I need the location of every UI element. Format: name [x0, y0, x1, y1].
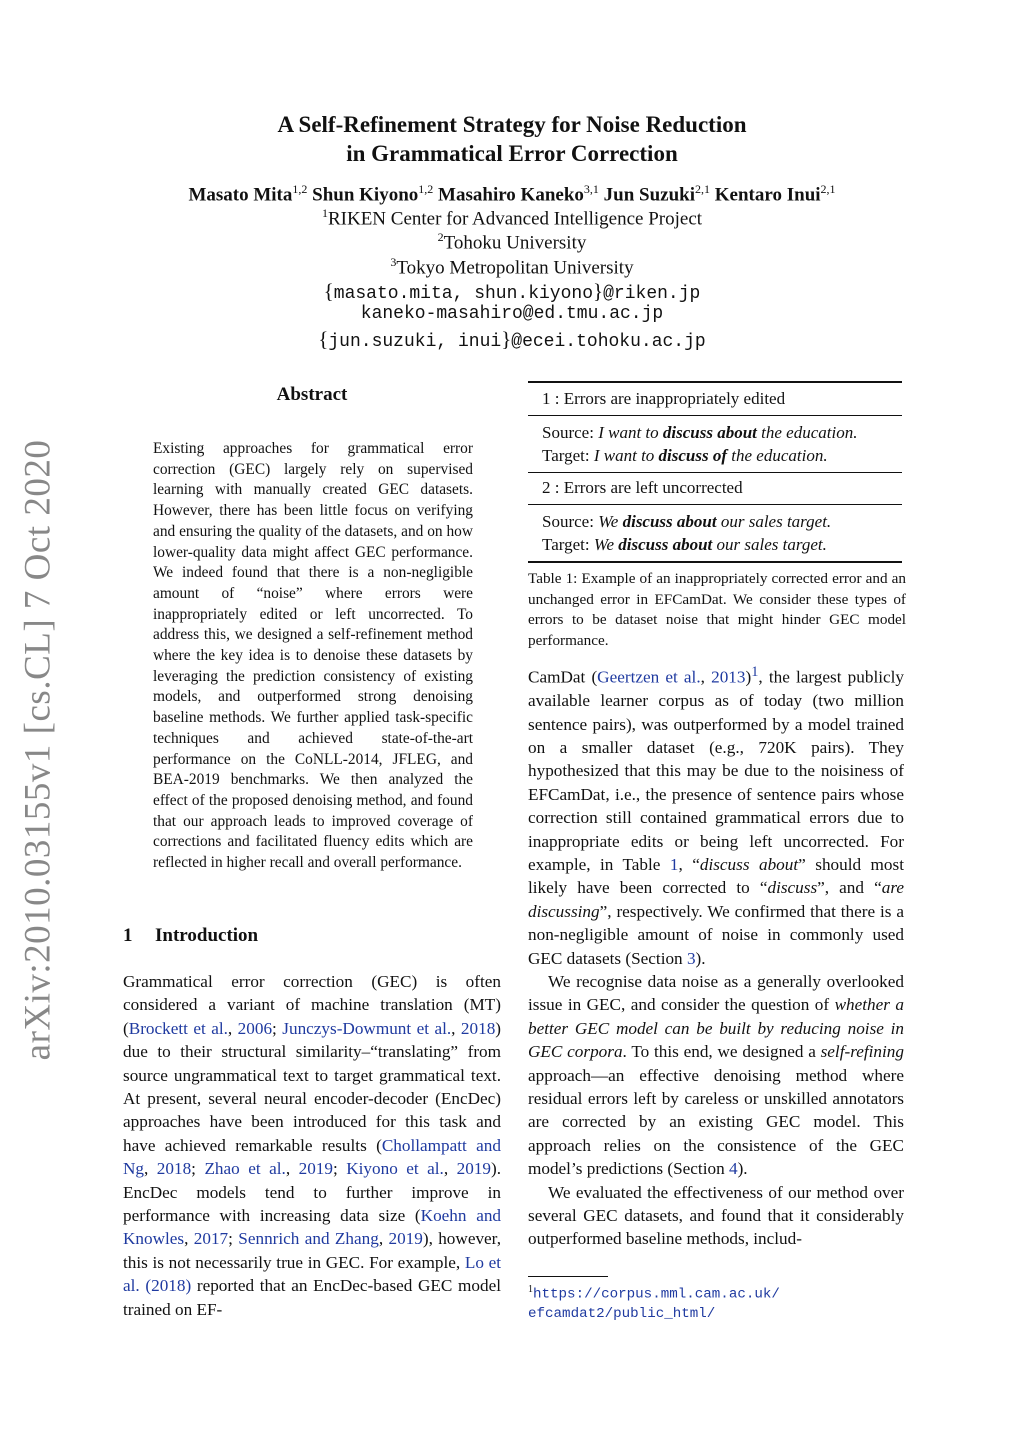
author-affil-mark: 2,1 — [695, 182, 711, 196]
italic-text: discuss — [767, 878, 818, 898]
table-top-rule — [528, 381, 902, 383]
author-affil-mark: 2,1 — [820, 182, 836, 196]
email-domain: @ecei.tohoku.ac.jp — [511, 332, 706, 352]
footnote-url-link-cont[interactable]: efcamdat2/public_html/ — [528, 1305, 716, 1322]
sentence-text: the education. — [731, 446, 828, 465]
citation-year-link[interactable]: 2017 — [193, 1229, 229, 1249]
citation-link[interactable]: Sennrich and Zhang — [238, 1229, 379, 1249]
title-line-1: A Self-Refinement Strategy for Noise Reduction — [277, 112, 747, 137]
author-affil-mark: 1,2 — [418, 182, 434, 196]
footnote-link[interactable]: 1 — [751, 664, 759, 680]
table-rule — [528, 472, 902, 473]
abstract-heading: Abstract — [276, 384, 348, 405]
affil-name: RIKEN Center for Advanced Intelligence Project — [327, 208, 703, 230]
body-text: . To this end, we designed a — [622, 1042, 821, 1062]
citation-year-link[interactable]: 2013 — [711, 667, 746, 687]
body-text: ”, respectively. We confirmed that there is a non-negligible amount of noise in commonly used GEC datasets (Section — [528, 901, 904, 968]
citation-link[interactable]: Geertzen et al. — [597, 667, 701, 687]
citation-year-link[interactable]: 2019 — [298, 1159, 333, 1179]
table-source-1 — [542, 423, 857, 443]
abstract-text: Existing approaches for grammatical error correction (GEC) largely rely on supervised learning with manually created GEC datasets. However, there has been little focus on verifying and ensuring the quality of the datasets, and on how lower-quality data might affect GEC performance. We indeed found that there is a non-negligible amount of “noise” where errors were inappropriately edited or left uncorrected. To address this, we designed a self-refinement method where the key idea is to denoise these datasets by leveraging the prediction consistency of existing models, and outperformed strong denoising baseline methods. We further applied task-specific techniques and achieved state-of-the-art performance on the CoNLL-2014, JFLEG, and BEA-2019 benchmarks. We then analyzed the effect of the proposed denoising method, and found that our approach leads to improved coverage of corrections and facilitated fluency edits which are reflected in higher recall and overall performance. — [153, 440, 473, 872]
intro-paragraph-2: CamDat (Geertzen et al., 2013)$^1$, the largest publicly available learner corpus as of today (two million sentence pairs), was outperformed by a model trained on a smaller dataset (e.g., 720K pairs). They hypothesized that this may be due to the noisiness of EFCamDat, i.e., the presence of sentence pairs whose correction still contained grammatical errors due to inappropriate edits or being left uncorrected. For example, in Table 1, “discuss about” should most likely have been corrected to “discuss”, and “are discussing”, respectively. We confirmed that there is a non-negligible amount of noise in commonly used GEC datasets (Section 3). — [528, 664, 904, 968]
table-target-1 — [542, 446, 828, 466]
body-text: ). EncDec models tend to further improve in performance with increasing data size ( — [123, 1159, 502, 1226]
affil-mark: 2 — [437, 230, 444, 244]
affil-mark: 3 — [390, 255, 397, 269]
author-name: Masahiro Kaneko — [438, 184, 584, 206]
author-name: Kentaro Inui — [714, 184, 821, 206]
body-text: CamDat ( — [528, 667, 598, 687]
sentence-highlight: discuss about — [618, 535, 713, 554]
source-label: Source: — [542, 423, 594, 442]
section-number: 1 — [123, 925, 133, 946]
citation-year-link[interactable]: 2018 — [460, 1018, 496, 1038]
body-text: reported that an EncDec-based GEC model trained on EF- — [123, 1276, 502, 1319]
footnote-rule — [528, 1276, 608, 1277]
body-text: , “ — [678, 854, 700, 874]
paper-title — [160, 110, 864, 168]
body-text: ”, and “ — [817, 878, 882, 898]
body-text: ) due to their structural similarity–“translating” from source ungrammatical text to target grammatical text. At present, several neural encoder-decoder (EncDec) approaches have been introduced for this task and have achieved remarkable results ( — [123, 1018, 502, 1155]
sentence-text: I want to — [593, 446, 655, 465]
sentence-text: our sales target. — [716, 535, 827, 554]
author-list — [100, 182, 924, 206]
arxiv-id: arXiv:2010.03155v1 [cs.CL] 7 Oct 2020 — [17, 439, 59, 1061]
citation-year-link[interactable]: (2018) — [145, 1276, 192, 1296]
table-bottom-rule — [528, 561, 902, 563]
sentence-text: We — [598, 512, 619, 531]
body-text: ” should most likely have been corrected to “ — [528, 854, 904, 898]
intro-paragraph-1: Grammatical error correction (GEC) is often considered a variant of machine translation (MT) (Brockett et al., 2006; Junczys-Dowmunt et al., 2018) due to their structural similarity–“translating” from source ungrammatical text to target grammatical text. At present, several neural encoder-decoder (EncDec) approaches have been introduced for this task and have achieved remarkable results (Chollampatt and Ng, 2018; Zhao et al., 2019; Kiyono et al., 2019). EncDec models tend to further improve in performance with increasing data size (Koehn and Knowles, 2017; Sennrich and Zhang, 2019), however, this is not necessarily true in GEC. For example, Lo et al. (2018) reported that an EncDec-based GEC model trained on EF- — [123, 972, 502, 1319]
italic-text: discuss about — [699, 854, 799, 874]
footnote-url-link[interactable]: https://corpus.mml.cam.ac.uk/ — [533, 1286, 780, 1303]
target-label: Target: — [542, 446, 590, 465]
citation-link[interactable]: Koehn and Knowles — [123, 1206, 502, 1249]
citation-link[interactable]: Chollampatt and Ng — [123, 1135, 501, 1179]
citation-link[interactable]: Brockett et al. — [128, 1018, 228, 1038]
section-ref-link[interactable]: 3 — [686, 948, 696, 968]
citation-year-link[interactable]: 2006 — [237, 1018, 273, 1038]
body-text: approach—an effective denoising method where residual errors left by careless or unskilled annotators are corrected by an existing GEC model. This approach relies on the consistence of the GEC model’s predictions (Section — [528, 1065, 904, 1179]
citation-link[interactable]: Junczys-Dowmunt et al. — [282, 1018, 452, 1038]
table-ref-link[interactable]: 1 — [669, 854, 679, 874]
table-target-2 — [542, 535, 827, 555]
sentence-highlight: discuss of — [658, 446, 728, 465]
table-row-header-2: 2 : Errors are left uncorrected — [542, 478, 743, 497]
table-row-header-1: 1 : Errors are inappropriately edited — [542, 389, 786, 408]
italic-text: self-refining — [820, 1042, 904, 1062]
citation-link[interactable]: Kiyono et al. — [346, 1159, 444, 1179]
sentence-highlight: discuss about — [662, 423, 757, 442]
title-line-2: in Grammatical Error Correction — [346, 141, 678, 166]
sentence-text: I want to — [598, 423, 659, 442]
table-1-caption: Table 1: Example of an inappropriately corrected error and an unchanged error in EFCamDat. We consider these types of errors to be dataset noise that might hinder GEC model performance. — [528, 570, 906, 649]
italic-text: are discussing — [528, 878, 904, 921]
email-text: masato.mita, shun.kiyono — [333, 284, 594, 304]
right-column-body — [528, 661, 904, 1251]
body-text: Grammatical error correction (GEC) is often considered a variant of machine translation (MT) ( — [123, 972, 501, 1038]
section-title: Introduction — [155, 925, 259, 946]
affiliation-1 — [100, 206, 924, 230]
body-text: ). — [737, 1159, 748, 1179]
body-text: ). — [695, 948, 706, 968]
citation-link[interactable]: Lo et al. — [123, 1252, 501, 1296]
affil-mark: 1 — [321, 206, 328, 220]
affiliation-3 — [100, 255, 924, 279]
sentence-text: We — [593, 535, 614, 554]
affil-name: Tokyo Metropolitan University — [396, 257, 634, 279]
author-name: Jun Suzuki — [603, 184, 696, 206]
table-rule — [528, 504, 902, 505]
body-text: ), however, this is not necessarily true in GEC. For example, — [123, 1229, 502, 1272]
footnote-mark: 1 — [528, 1284, 533, 1295]
email-line-3: {jun.suzuki, inui}@ecei.tohoku.ac.jp — [318, 327, 706, 352]
body-text: We recognise data noise as a generally overlooked issue in GEC, and consider the question of — [528, 972, 904, 1015]
target-label: Target: — [542, 535, 590, 554]
email-text: jun.suzuki, inui — [328, 332, 502, 352]
source-label: Source: — [542, 512, 594, 531]
email-domain: @riken.jp — [603, 284, 701, 304]
intro-heading — [123, 925, 258, 947]
citation-link[interactable]: Zhao et al. — [204, 1159, 286, 1179]
affiliation-2 — [100, 230, 924, 254]
author-name: Masato Mita — [188, 184, 293, 206]
citation-year-link[interactable]: 2019 — [388, 1229, 423, 1249]
table-rule — [528, 415, 902, 416]
author-affil-mark: 1,2 — [292, 182, 308, 196]
author-name: Shun Kiyono — [312, 184, 419, 206]
footnote-1 — [528, 1280, 780, 1324]
author-affil-mark: 3,1 — [583, 182, 599, 196]
arxiv-stamp — [8, 439, 68, 1061]
intro-paragraph-4: We evaluated the effectiveness of our method over several GEC datasets, and found that it considerably outperformed baseline methods, includ- — [528, 1182, 904, 1249]
intro-paragraph-3 — [528, 970, 904, 1181]
table-source-2 — [542, 512, 831, 532]
section-ref-link[interactable]: 4 — [728, 1159, 738, 1179]
citation-year-link[interactable]: 2018 — [156, 1159, 192, 1179]
sentence-text: our sales target. — [720, 512, 832, 531]
email-line-1: {masato.mita, shun.kiyono}@riken.jp — [323, 279, 701, 304]
affil-name: Tohoku University — [443, 232, 587, 254]
italic-text: whether a better GEC model can be built by reducing noise in GEC corpora — [528, 995, 904, 1062]
citation-year-link[interactable]: 2019 — [456, 1159, 492, 1179]
sentence-highlight: discuss about — [622, 512, 717, 531]
sentence-text: the education. — [761, 423, 858, 442]
email-line-2: kaneko-masahiro@ed.tmu.ac.jp — [360, 304, 664, 324]
body-text: , the largest publicly available learner corpus as of today (two million sentence pairs), was outperformed by a model trained on a smaller dataset (e.g., 720K pairs). They hypothesized that this may be due to the noisiness of EFCamDat, i.e., the presence of sentence pairs whose correction still contained grammatical errors due to inappropriate edits or being left uncorrected. For example, in Table — [528, 667, 904, 874]
